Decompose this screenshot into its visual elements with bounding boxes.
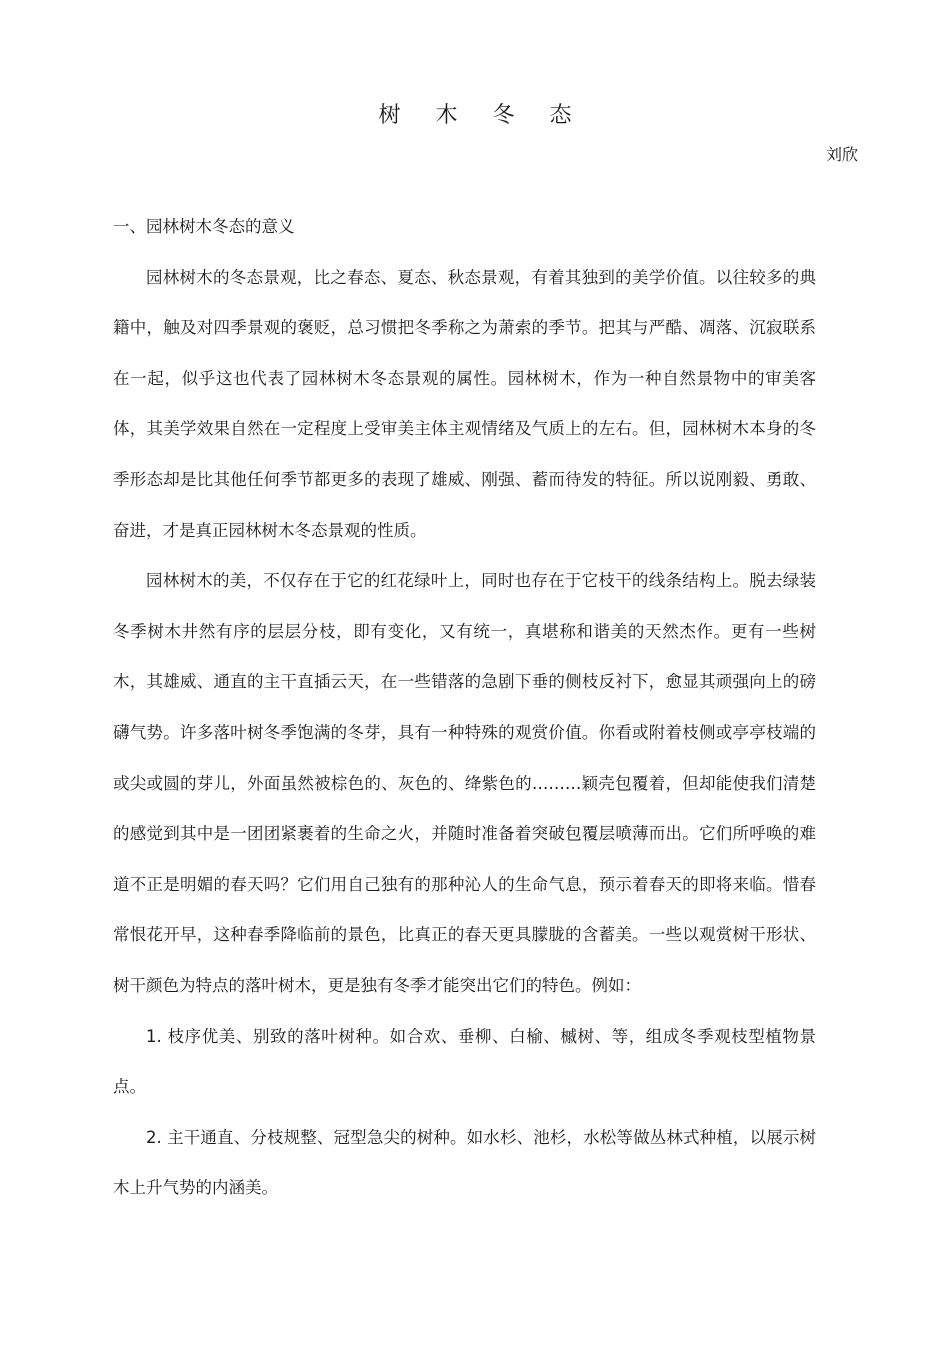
paragraph-2: 园林树木的美，不仅存在于它的红花绿叶上，同时也存在于它枝干的线条结构上。脱去绿装冬季树木井然有序的层层分枝，即有变化，又有统一，真堪称和谐美的天然杰作。更有一些树木，其雄威、通直的主干直插云天，在一些错落的急剧下垂的侧枝反衬下，愈显其顽强向上的磅礴气势。许多落叶树冬季饱满的冬芽，具有一种特殊的观赏价值。你看或附着枝侧或亭亭枝端的或尖或圆的芽儿，外面虽然被棕色的、灰色的、绛紫色的………颖壳包覆着，但却能使我们清楚的感觉到其中是一团团紧裹着的生命之火，并随时准备着突破包覆层喷薄而出。它们所呼唤的难道不正是明媚的春天吗？它们用自己独有的那种沁人的生命气息，预示着春天的即将来临。惜春常恨花开早，这种春季降临前的景色，比真正的春天更具朦胧的含蓄美。一些以观赏树干形状、树干颜色为特点的落叶树木，更是独有冬季才能突出它们的特色。例如： <box>113 571 816 995</box>
document-title: 树 木 冬 态 <box>378 103 586 128</box>
list-item-2: 2. 主干通直、分枝规整、冠型急尖的树种。如水杉、池杉，水松等做丛林式种植，以展示树木上升气势的内涵美。 <box>113 1127 816 1198</box>
paragraph-1: 园林树木的冬态景观，比之春态、夏态、秋态景观，有着其独到的美学价值。以往较多的典籍中，触及对四季景观的褒贬，总习惯把冬季称之为萧索的季节。把其与严酷、凋落、沉寂联系在一起，似乎这也代表了园林树木冬态景观的属性。园林树木，作为一种自然景物中的审美客体，其美学效果自然在一定程度上受审美主体主观情绪及气质上的左右。但，园林树木本身的冬季形态却是比其他任何季节都更多的表现了雄威、刚强、蓄而待发的特征。所以说刚毅、勇敢、奋进，才是真正园林树木冬态景观的性质。 <box>113 267 816 540</box>
list-item-1: 1. 枝序优美、别致的落叶树种。如合欢、垂柳、白榆、槭树、等，组成冬季观枝型植物景点。 <box>113 1026 816 1097</box>
section-heading: 一、园林树木冬态的意义 <box>113 217 295 236</box>
document-author: 刘欣 <box>825 145 858 164</box>
document-body <box>113 202 816 1214</box>
